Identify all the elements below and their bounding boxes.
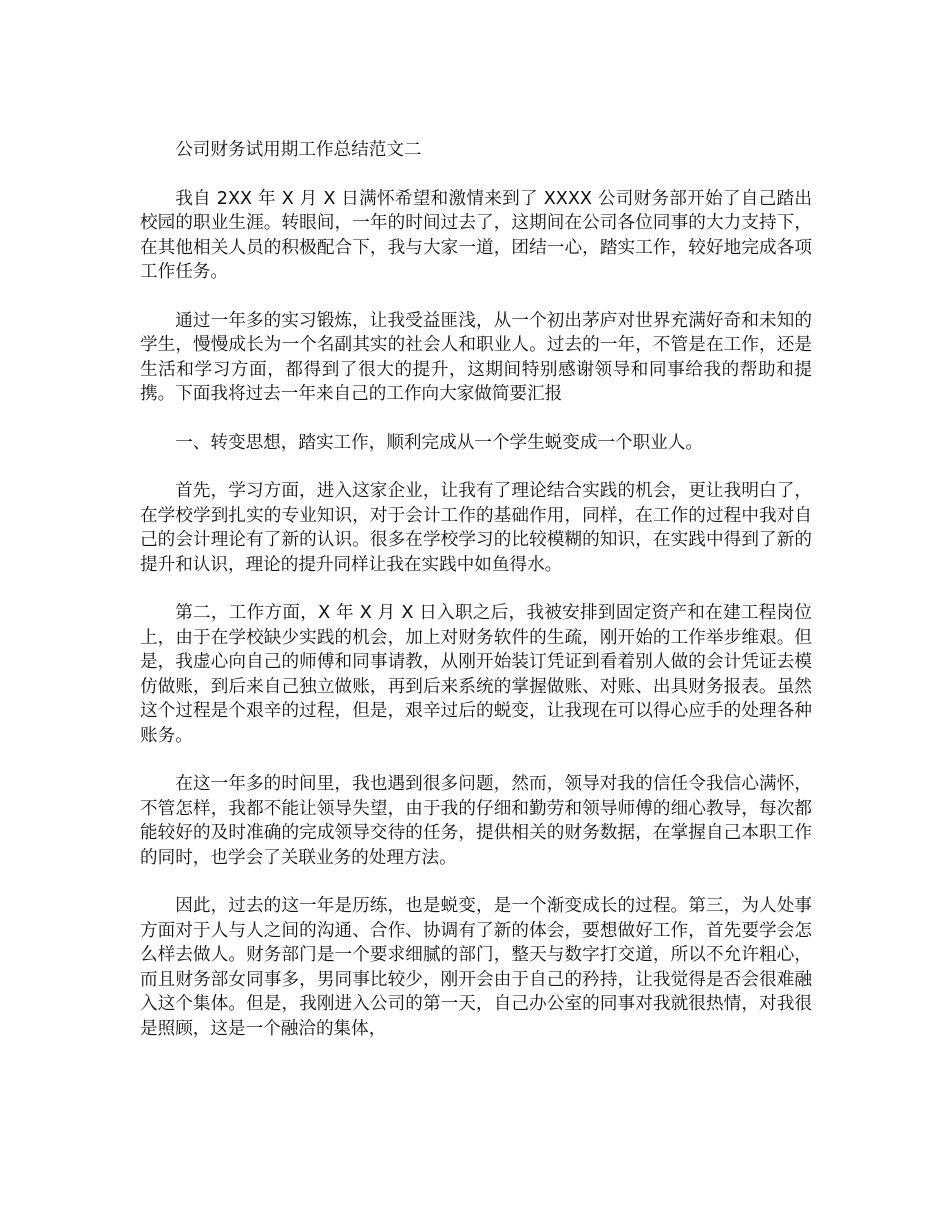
paragraph-study: 首先，学习方面，进入这家企业，让我有了理论结合实践的机会，更让我明白了，在学校学到扎实的专业知识，对于会计工作的基础作用，同样，在工作的过程中我对自己的会计理论有了新的认识。很多在学校学习的比较模糊的知识，在实践中得到了新的提升和认识，理论的提升同样让我在实践中如鱼得水。 [140,481,812,575]
document-title: 公司财务试用期工作总结范文二 [175,140,422,160]
paragraph-intro: 我自 2XX 年 X 月 X 日满怀希望和激情来到了 XXXX 公司财务部开始了自己踏出校园的职业生涯。转眼间，一年的时间过去了，这期间在公司各位同事的大力支持下，在其他相关人员的积极配合下，我与大家一道，团结一心，踏实工作，较好地完成各项工作任务。 [140,188,812,282]
paragraph-people: 因此，过去的这一年是历练，也是蜕变，是一个渐变成长的过程。第三，为人处事方面对于人与人之间的沟通、合作、协调有了新的体会，要想做好工作，首先要学会怎么样去做人。财务部门是一个要求细腻的部门，整天与数字打交道，所以不允许粗心，而且财务部女同事多，男同事比较少，刚开会由于自己的矜持，让我觉得是否会很难融入这个集体。但是，我刚进入公司的第一天，自己办公室的同事对我就很热情，对我很是照顾，这是一个融洽的集体， [140,896,812,1039]
paragraph-growth: 通过一年多的实习锻炼，让我受益匪浅，从一个初出茅庐对世界充满好奇和未知的学生，慢慢成长为一个名副其实的社会人和职业人。过去的一年，不管是在工作，还是生活和学习方面，都得到了很大的提升，这期间特别感谢领导和同事给我的帮助和提携。下面我将过去一年来自己的工作向大家做简要汇报 [140,310,812,404]
paragraph-trust: 在这一年多的时间里，我也遇到很多问题，然而，领导对我的信任令我信心满怀，不管怎样，我都不能让领导失望，由于我的仔细和勤劳和领导师傅的细心教导，每次都能较好的及时准确的完成领导交待的任务，提供相关的财务数据，在掌握自己本职工作的同时，也学会了关联业务的处理方法。 [140,774,812,868]
paragraph-work: 第二，工作方面，X 年 X 月 X 日入职之后，我被安排到固定资产和在建工程岗位上，由于在学校缺少实践的机会，加上对财务软件的生疏，刚开始的工作举步维艰。但是，我虚心向自己的师傅和同事请教，从刚开始装订凭证到看着别人做的会计凭证去模仿做账，到后来自己独立做账，再到后来系统的掌握做账、对账、出具财务报表。虽然这个过程是个艰辛的过程，但是，艰辛过后的蜕变，让我现在可以得心应手的处理各种账务。 [140,603,812,746]
section-heading-one: 一、转变思想，踏实工作，顺利完成从一个学生蜕变成一个职业人。 [175,432,704,453]
document-body [140,138,812,1065]
